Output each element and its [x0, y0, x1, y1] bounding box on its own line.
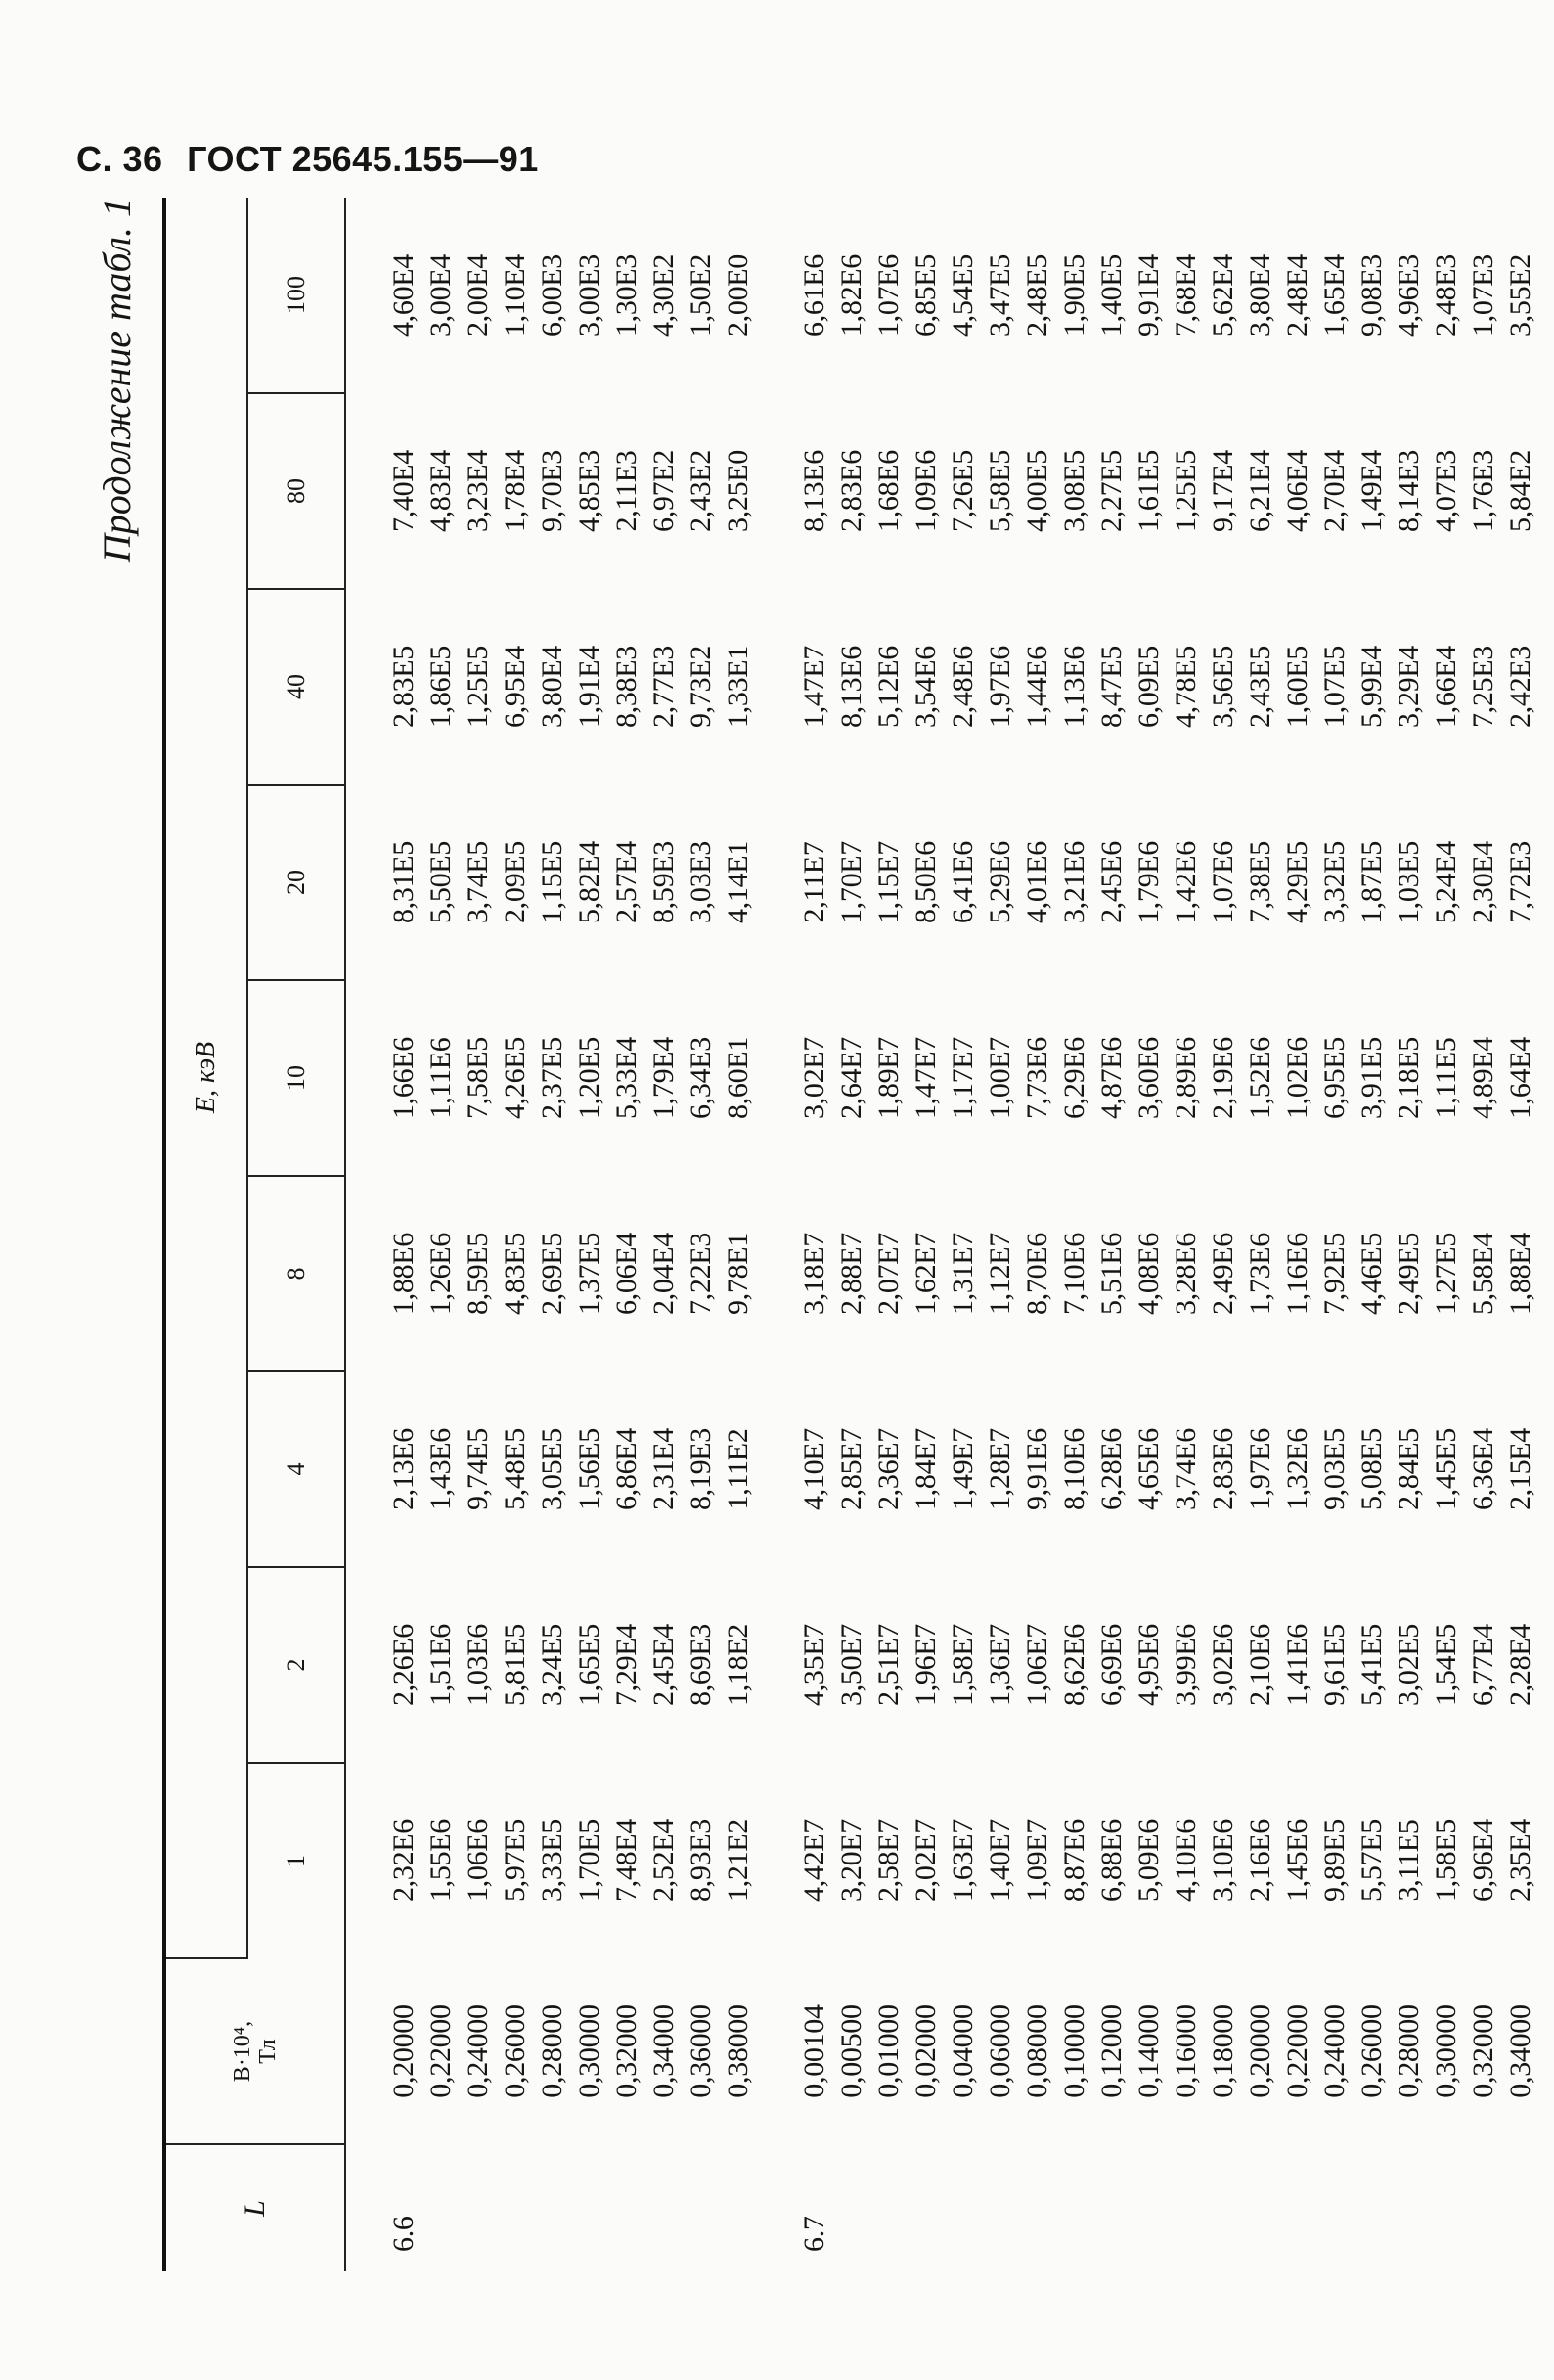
data-table	[162, 198, 1539, 2271]
flux-values: 8,31E5 5,50E5 3,74E5 2,09E5 1,15E5 5,82E4 2,57E4 8,59E3 3,03E3 4,14E1	[387, 840, 754, 924]
flux-values: 1,88E6 1,26E6 8,59E5 4,83E5 2,69E5 1,37E5 6,06E4 2,04E4 7,22E3 9,78E1	[387, 1232, 754, 1316]
standard-code: ГОСТ 25645.155—91	[187, 139, 539, 179]
energy-col-header: 80	[247, 393, 345, 589]
flux-values: 2,83E5 1,86E5 1,25E5 6,95E4 3,80E4 1,91E4 8,38E3 2,77E3 9,73E2 1,33E1	[387, 645, 754, 729]
b-label-line1: B·10⁴,	[230, 2020, 255, 2083]
energy-col-header: 2	[247, 1567, 345, 1763]
flux-values: 4,42E7 3,20E7 2,58E7 2,02E7 1,63E7 1,40E7 1,09E7 8,87E6 6,88E6 5,09E6 4,10E6 3,10E6 2,16E6 1,45E6 9,89E5 5,57E5 3,11E5 1,58E5 6,96E4 2,35E4	[798, 1819, 1536, 1903]
energy-col-header: 10	[247, 980, 345, 1176]
l-column-header: L	[164, 2144, 345, 2271]
flux-values: 6,61E6 1,82E6 1,07E6 6,85E5 4,54E5 3,47E5 2,48E5 1,90E5 1,40E5 9,91E4 7,68E4 5,62E4 3,80E4 2,48E4 1,65E4 9,08E3 4,96E3 2,48E3 1,07E3 3,55E2	[798, 253, 1536, 337]
flux-values: 4,10E7 2,85E7 2,36E7 1,84E7 1,49E7 1,28E7 9,91E6 8,10E6 6,28E6 4,65E6 3,74E6 2,83E6 1,97E6 1,32E6 9,03E5 5,08E5 2,84E5 1,45E5 6,36E4 2,15E4	[798, 1427, 1536, 1511]
flux-values: 2,13E6 1,43E6 9,74E5 5,48E5 3,05E5 1,56E5 6,86E4 2,31E4 8,19E3 1,11E2	[387, 1427, 754, 1511]
l-value: 6.7	[798, 2216, 830, 2252]
energy-col-header: 100	[247, 198, 345, 393]
energy-col-header: 4	[247, 1371, 345, 1567]
b-values: 0,00104 0,00500 0,01000 0,02000 0,04000 0,06000 0,08000 0,10000 0,12000 0,14000 0,16000 0,18000 0,20000 0,22000 0,24000 0,26000 0,28000 0,30000 0,32000 0,34000	[798, 2004, 1536, 2098]
energy-col-header: 1	[247, 1763, 345, 1958]
l-value: 6.6	[387, 2216, 420, 2252]
b-column-header	[164, 1958, 345, 2144]
flux-values: 8,13E6 2,83E6 1,68E6 1,09E6 7,26E5 5,58E5 4,00E5 3,08E5 2,27E5 1,61E5 1,25E5 9,17E4 6,21E4 4,06E4 2,70E4 1,49E4 8,14E3 4,07E3 1,76E3 5,84E2	[798, 449, 1536, 533]
flux-values: 2,32E6 1,55E6 1,06E6 5,97E5 3,33E5 1,70E5 7,48E4 2,52E4 8,93E3 1,21E2	[387, 1819, 754, 1903]
flux-values: 2,11E7 1,70E7 1,15E7 8,50E6 6,41E6 5,29E6 4,01E6 3,21E6 2,45E6 1,79E6 1,42E6 1,07E6 7,38E5 4,29E5 3,32E5 1,87E5 1,03E5 5,24E4 2,30E4 7,72E3	[798, 840, 1536, 924]
table-caption: Продолжение табл. 1	[95, 198, 139, 563]
energy-col-header: 40	[247, 589, 345, 785]
flux-values: 7,40E4 4,83E4 3,23E4 1,78E4 9,70E3 4,85E3 2,11E3 6,97E2 2,43E2 3,25E0	[387, 449, 754, 533]
energy-header: E, кэВ	[164, 198, 247, 1958]
table-row-group-6-7	[757, 198, 1539, 2271]
flux-values: 1,47E7 8,13E6 5,12E6 3,54E6 2,48E6 1,97E6 1,44E6 1,13E6 8,47E5 6,09E5 4,78E5 3,56E5 2,43E5 1,60E5 1,07E5 5,99E4 3,29E4 1,66E4 7,25E3 2,42E3	[798, 645, 1536, 729]
rotated-table-block	[94, 198, 1536, 2271]
page-number: С. 36	[76, 139, 163, 179]
energy-col-header: 20	[247, 785, 345, 980]
energy-col-header: 8	[247, 1176, 345, 1371]
page-header	[76, 139, 553, 180]
flux-values: 3,02E7 2,64E7 1,89E7 1,47E7 1,17E7 1,00E7 7,73E6 6,29E6 4,87E6 3,60E6 2,89E6 2,19E6 1,52E6 1,02E6 6,95E5 3,91E5 2,18E5 1,11E5 4,89E4 1,64E4	[798, 1036, 1536, 1120]
b-values: 0,20000 0,22000 0,24000 0,26000 0,28000 0,30000 0,32000 0,34000 0,36000 0,38000	[387, 2004, 754, 2098]
b-label-line2: Тл	[255, 2039, 281, 2064]
table-row-group-6-6	[345, 198, 757, 2271]
flux-values: 4,60E4 3,00E4 2,00E4 1,10E4 6,00E3 3,00E3 1,30E3 4,30E2 1,50E2 2,00E0	[387, 253, 754, 337]
flux-values: 3,18E7 2,88E7 2,07E7 1,62E7 1,31E7 1,12E7 8,70E6 7,10E6 5,51E6 4,08E6 3,28E6 2,49E6 1,73E6 1,16E6 7,92E5 4,46E5 2,49E5 1,27E5 5,58E4 1,88E4	[798, 1232, 1536, 1316]
flux-values: 4,35E7 3,50E7 2,51E7 1,96E7 1,58E7 1,36E7 1,06E7 8,62E6 6,69E6 4,95E6 3,99E6 3,02E6 2,10E6 1,41E6 9,61E5 5,41E5 3,02E5 1,54E5 6,77E4 2,28E4	[798, 1623, 1536, 1707]
flux-values: 1,66E6 1,11E6 7,58E5 4,26E5 2,37E5 1,20E5 5,33E4 1,79E4 6,34E3 8,60E1	[387, 1036, 754, 1120]
flux-values: 2,26E6 1,51E6 1,03E6 5,81E5 3,24E5 1,65E5 7,29E4 2,45E4 8,69E3 1,18E2	[387, 1623, 754, 1707]
